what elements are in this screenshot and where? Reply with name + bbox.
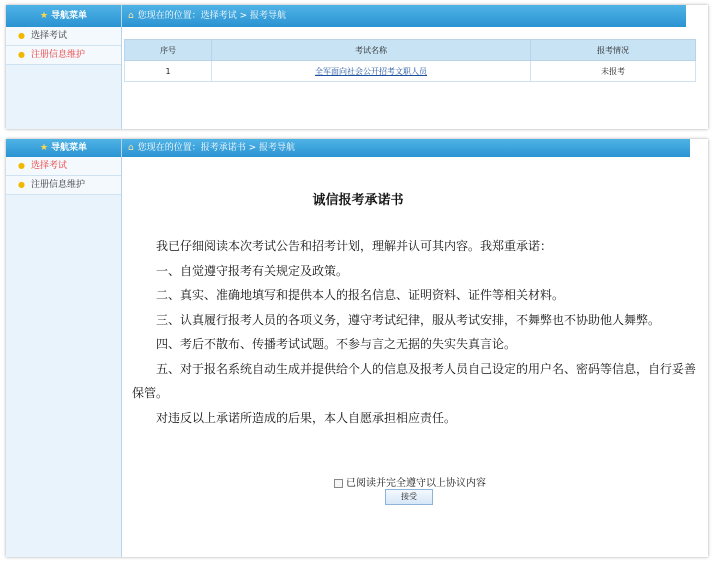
- pledge-paragraph: 对违反以上承诺所造成的后果，本人自愿承担相应责任。: [156, 410, 457, 425]
- bullet-icon: ●: [18, 180, 25, 189]
- sidebar-item-label: 选择考试: [30, 31, 67, 41]
- breadcrumb-text: 您现在的位置：报考承诺书 > 报考导航: [137, 143, 295, 153]
- bullet-icon: ●: [18, 161, 25, 170]
- bullet-icon: ●: [18, 50, 25, 59]
- column-header-no: 序号: [125, 40, 212, 61]
- star-icon: ★: [39, 143, 49, 153]
- main-content: [122, 5, 708, 129]
- pledge-paragraph: 我已仔细阅读本次考试公告和招考计划，理解并认可其内容。我郑重承诺：: [156, 239, 553, 253]
- home-icon: ⌂: [128, 143, 134, 153]
- sidebar-item-select-exam[interactable]: [6, 27, 121, 46]
- star-icon: ★: [39, 11, 49, 21]
- cell-exam-name: [212, 61, 531, 82]
- pledge-paragraph: 四、考后不散布、传播考试试题。不参与言之无据的失实失真言论。: [156, 337, 517, 351]
- agree-checkbox-row[interactable]: [334, 474, 486, 489]
- pledge-paragraph: 一、自觉遵守报考有关规定及政策。: [156, 263, 349, 278]
- sidebar-header: [6, 5, 121, 27]
- column-header-exam-name: 考试名称: [212, 40, 531, 61]
- sidebar-item-select-exam[interactable]: [6, 157, 121, 176]
- sidebar-title: 导航菜单: [51, 143, 88, 153]
- table-header-row: [125, 40, 696, 61]
- sidebar: [6, 5, 122, 129]
- cell-no: 1: [125, 61, 212, 82]
- sidebar-header: [6, 139, 121, 157]
- pledge-paragraph: 二、真实、准确地填写和提供本人的报名信息、证明资料、证件等相关材料。: [156, 288, 565, 302]
- exam-name-link[interactable]: 全军面向社会公开招考文职人员: [315, 66, 427, 76]
- breadcrumb: [122, 139, 690, 157]
- sidebar-item-register-info[interactable]: [6, 46, 121, 65]
- exam-table: [124, 39, 696, 82]
- table-row: [125, 61, 696, 82]
- pledge-paragraph: 五、对于报名系统自动生成并提供给个人的信息及报考人员自己设定的用户名、密码等信息，自行妥善保管。: [132, 361, 697, 400]
- bullet-icon: ●: [18, 31, 25, 40]
- sidebar-item-label: 注册信息维护: [30, 180, 85, 190]
- column-header-status: 报考情况: [531, 40, 696, 61]
- sidebar-title: 导航菜单: [51, 11, 88, 21]
- sidebar-item-label: 注册信息维护: [30, 50, 85, 60]
- agree-label: 已阅读并完全遵守以上协议内容: [346, 478, 486, 489]
- home-icon: ⌂: [128, 11, 134, 21]
- sidebar: [6, 139, 122, 557]
- pledge-body: [132, 234, 704, 430]
- agree-checkbox[interactable]: [334, 479, 343, 488]
- pledge-paragraph: 三、认真履行报考人员的各项义务，遵守考试纪律，服从考试安排，不舞弊也不协助他人舞弊。: [156, 312, 661, 327]
- pledge-title: 诚信报考承诺书: [312, 193, 404, 208]
- breadcrumb-text: 您现在的位置：选择考试 > 报考导航: [137, 11, 286, 21]
- pledge-panel: [6, 139, 708, 557]
- exam-select-panel: [6, 5, 708, 129]
- cell-status: 未报考: [531, 61, 696, 82]
- accept-button[interactable]: 接受: [385, 489, 433, 505]
- breadcrumb: [122, 5, 686, 27]
- sidebar-item-label: 选择考试: [30, 161, 67, 171]
- sidebar-item-register-info[interactable]: [6, 176, 121, 195]
